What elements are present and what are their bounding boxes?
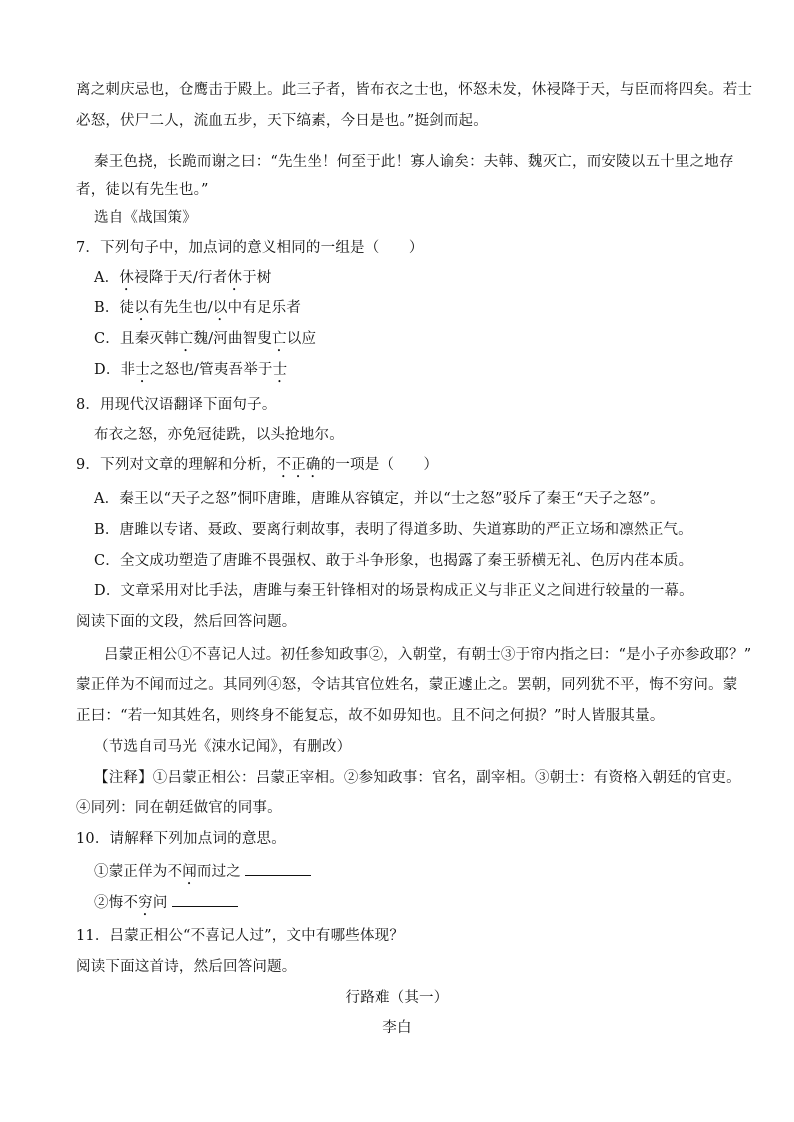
dotted-word: 士 [135, 362, 150, 378]
option-text: D．非 [94, 362, 136, 378]
option-text: 中有足乐者 [227, 300, 302, 316]
passage-line: 必怒，伏尸二人，流血五步，天下缟素，今日是也。”挺剑而起。 [76, 113, 488, 129]
question-8-sentence: 布衣之怒，亦免冠徒跣，以头抢地尔。 [94, 427, 344, 443]
passage-line: 吕蒙正相公①不喜记人过。初任参知政事②，入朝堂，有朝士③于帘内指之曰：“是小子亦参政耶？” [104, 647, 752, 663]
dotted-word: 士 [272, 362, 288, 378]
question-7-option-a [94, 268, 271, 294]
option-text: 祲降于天/行者 [134, 270, 228, 286]
poem-title: 行路难（其一） [345, 990, 449, 1006]
item-text: 问 [152, 895, 168, 911]
question-9-option-a: A．秦王以“天子之怒”恫吓唐雎，唐雎从容镇定，并以“士之怒”驳斥了秦王“天子之怒”。 [94, 491, 665, 507]
question-10-stem: 10．请解释下列加点词的意思。 [76, 831, 286, 847]
dotted-word: 亡 [272, 331, 287, 347]
passage-line: 者，徒以有先生也。” [76, 182, 209, 198]
poem-author: 李白 [382, 1020, 412, 1036]
question-8-stem: 8．用现代汉语翻译下面句子。 [76, 397, 277, 413]
dotted-word: 不正确 [276, 457, 321, 473]
option-text: 魏/河曲智叟 [193, 331, 273, 347]
passage-source: （节选自司马光《涑水记闻》，有删改） [94, 739, 352, 755]
question-7-option-d [94, 360, 287, 386]
option-text: B．徒 [94, 300, 135, 316]
dotted-word: 亡 [178, 331, 194, 347]
annotation-line: 【注释】①吕蒙正相公：吕蒙正宰相。②参知政事：官名，副宰相。③朝士：有资格入朝廷的官吏。 [94, 770, 741, 786]
item-text: ①蒙正佯为不 [94, 864, 183, 880]
passage-line: 正曰：“若一知其姓名，则终身不能复忘，故不如毋知也。且不问之何损？”时人皆服其量。 [76, 708, 665, 724]
dotted-word: 以 [134, 300, 149, 316]
question-9-stem [76, 455, 438, 481]
option-text: A． [94, 270, 120, 286]
item-text: 而过之 [196, 864, 242, 880]
option-text: 以应 [286, 331, 317, 347]
question-10-item-2 [94, 892, 238, 919]
dotted-word: 以 [212, 300, 228, 316]
item-text: ②悔不 [94, 895, 139, 911]
stem-text: 的一项是（ ） [320, 457, 439, 473]
question-10-item-1 [94, 861, 311, 888]
passage-source: 选自《战国策》 [94, 210, 197, 226]
question-11-stem: 11．吕蒙正相公“不喜记人过”，文中有哪些体现？ [76, 928, 405, 944]
question-7-stem: 7．下列句子中，加点词的意义相同的一组是（ ） [76, 240, 424, 256]
passage-line: 离之刺庆忌也，仓鹰击于殿上。此三子者，皆布衣之士也，怀怒未发，休祲降于天，与臣而将四矣。若士 [76, 82, 753, 98]
question-7-option-b [94, 298, 301, 324]
annotation-line: ④同列：同在朝廷做官的同事。 [76, 800, 282, 816]
option-text: 之怒也/管夷吾举于 [149, 362, 273, 378]
dotted-word: 闻 [182, 864, 197, 880]
dotted-word: 休 [227, 270, 243, 286]
reading-intro: 阅读下面这首诗，然后回答问题。 [76, 959, 297, 975]
question-7-option-c [94, 329, 316, 355]
answer-blank[interactable] [245, 861, 311, 876]
option-text: 有先生也/ [148, 300, 213, 316]
option-text: 于树 [242, 270, 272, 286]
passage-line: 秦王色挠，长跪而谢之曰：“先生坐！何至于此！寡人谕矣：夫韩、魏灭亡，而安陵以五十里之地存 [94, 154, 734, 170]
question-9-option-c: C．全文成功塑造了唐雎不畏强权、敢于斗争形象，也揭露了秦王骄横无礼、色厉内荏本质。 [94, 553, 694, 569]
dotted-word: 穷 [138, 895, 153, 911]
passage-line: 蒙正佯为不闻而过之。其同列④怒，令诘其官位姓名，蒙正遽止之。罢朝，同列犹不平，悔不穷问。蒙 [76, 677, 738, 693]
question-9-option-d: D．文章采用对比手法，唐雎与秦王针锋相对的场景构成正义与非正义之间进行较量的一幕。 [94, 583, 694, 599]
answer-blank[interactable] [172, 892, 238, 907]
question-9-option-b: B．唐雎以专诸、聂政、要离行刺故事，表明了得道多助、失道寡助的严正立场和凛然正气。 [94, 522, 693, 538]
reading-intro: 阅读下面的文段，然后回答问题。 [76, 614, 297, 630]
dotted-word: 休 [119, 270, 135, 286]
stem-text: 9．下列对文章的理解和分析， [76, 457, 277, 473]
option-text: C．且秦灭韩 [94, 331, 179, 347]
